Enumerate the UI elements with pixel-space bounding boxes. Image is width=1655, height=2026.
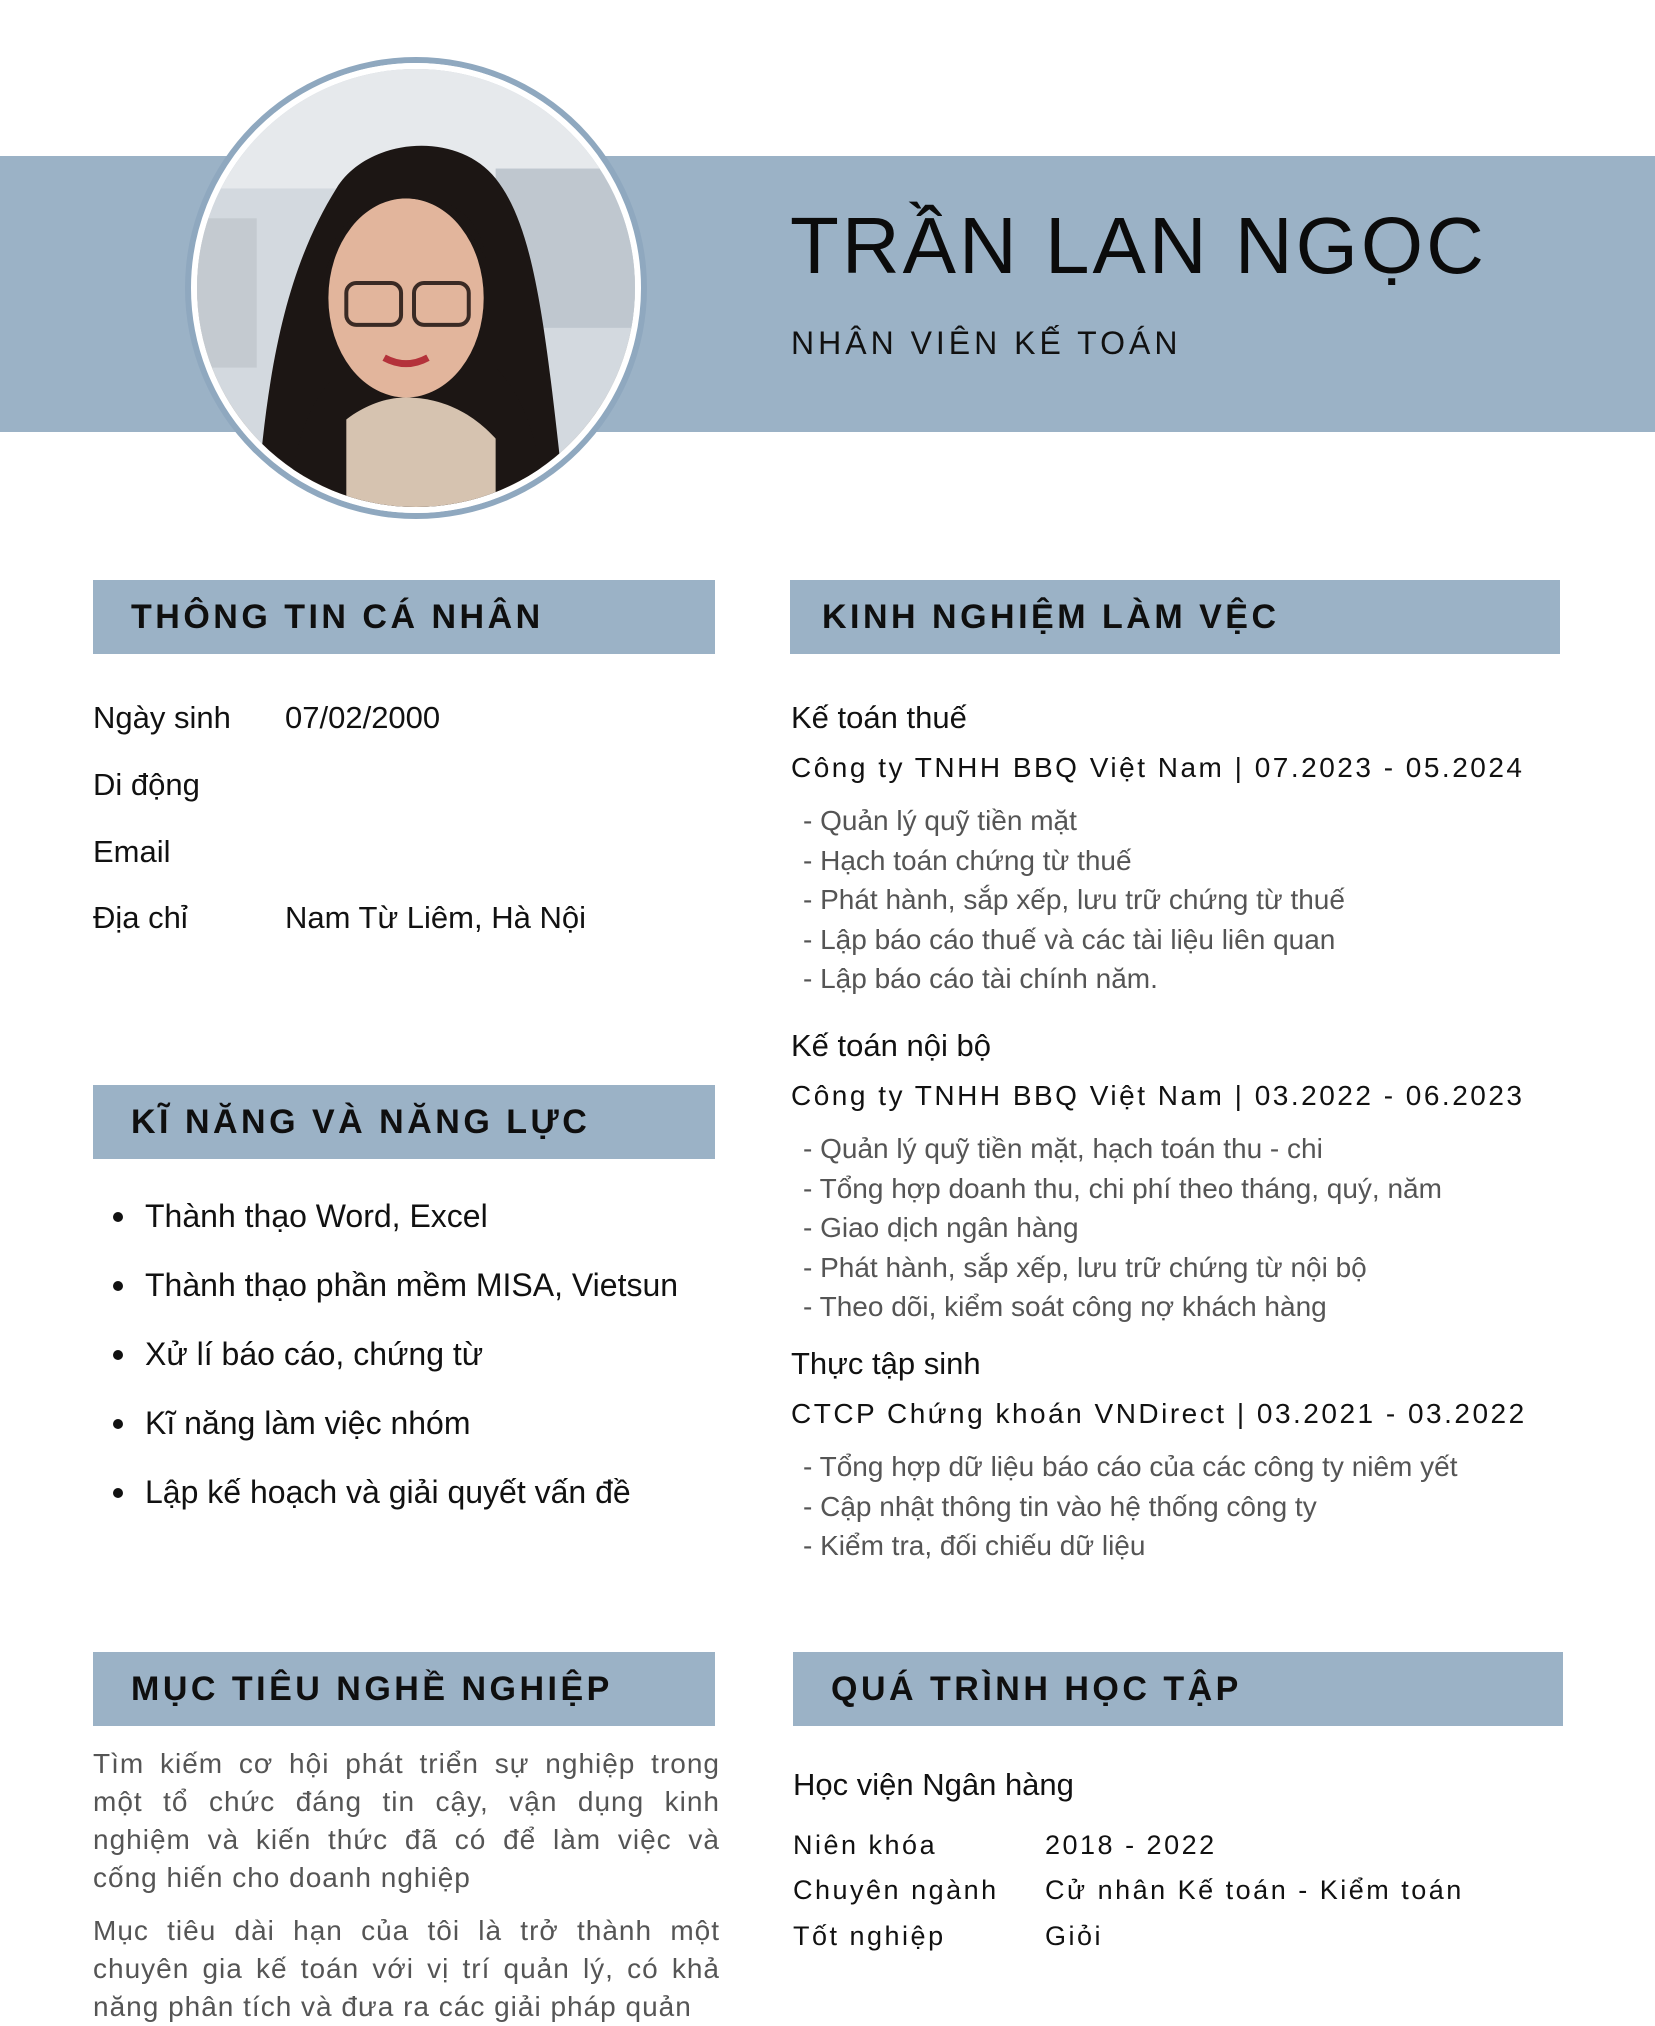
- experience-company: CTCP Chứng khoán VNDirect | 03.2021 - 03.2022: [791, 1398, 1527, 1429]
- section-header-personal-info: THÔNG TIN CÁ NHÂN: [93, 580, 715, 654]
- skill-item: Lập kế hoạch và giải quyết vấn đề: [93, 1472, 733, 1541]
- education-value: 2018 - 2022: [1045, 1830, 1217, 1860]
- experience-duties: [791, 801, 1591, 999]
- info-label: Địa chỉ: [93, 900, 188, 935]
- skill-item: Kĩ năng làm việc nhóm: [93, 1403, 733, 1472]
- experience-title: Kế toán nội bộ: [791, 1028, 991, 1063]
- info-label: Ngày sinh: [93, 700, 231, 735]
- education-school: Học viện Ngân hàng: [793, 1767, 1074, 1802]
- education-label: Tốt nghiệp: [793, 1921, 946, 1951]
- duty-item: - Quản lý quỹ tiền mặt: [803, 805, 1077, 836]
- profile-photo: [191, 63, 641, 513]
- objective-paragraph: Tìm kiếm cơ hội phát triển sự nghiệp trong một tổ chức đáng tin cậy, vận dụng kinh nghiệm và kiến thức đã có để làm việc và cống hiến cho doanh nghiệp: [93, 1748, 720, 1893]
- section-header-objective: MỤC TIÊU NGHỀ NGHIỆP: [93, 1652, 715, 1726]
- objective-paragraph: Mục tiêu dài hạn của tôi là trở thành một chuyên gia kế toán với vị trí quản lý, có khả năng phân tích và đưa ra các giải pháp quản: [93, 1915, 720, 2022]
- job-title: NHÂN VIÊN KẾ TOÁN: [791, 325, 1182, 361]
- experience-duties: [791, 1129, 1591, 1327]
- duty-item: - Theo dõi, kiểm soát công nợ khách hàng: [803, 1291, 1327, 1323]
- info-label: Email: [93, 834, 171, 869]
- info-value: 07/02/2000: [285, 700, 441, 735]
- experience-duties: [791, 1447, 1591, 1566]
- duty-item: - Hạch toán chứng từ thuế: [803, 844, 1132, 876]
- info-label: Di động: [93, 767, 200, 802]
- education-label: Niên khóa: [793, 1830, 938, 1860]
- duty-item: - Lập báo cáo tài chính năm.: [803, 963, 1158, 995]
- skill-item: Thành thạo Word, Excel: [93, 1196, 733, 1265]
- experience-title: Kế toán thuế: [791, 700, 967, 735]
- experience-company: Công ty TNHH BBQ Việt Nam | 03.2022 - 06.2023: [791, 1080, 1525, 1111]
- skill-item: Thành thạo phần mềm MISA, Vietsun: [93, 1265, 733, 1334]
- duty-item: - Kiểm tra, đối chiếu dữ liệu: [803, 1530, 1146, 1562]
- skills-list: [93, 1196, 733, 1541]
- education-value: Cử nhân Kế toán - Kiểm toán: [1045, 1875, 1464, 1905]
- duty-item: - Tổng hợp dữ liệu báo cáo của các công ty niêm yết: [803, 1451, 1458, 1482]
- duty-item: - Phát hành, sắp xếp, lưu trữ chứng từ nội bộ: [803, 1251, 1367, 1283]
- skill-item: Xử lí báo cáo, chứng từ: [93, 1334, 733, 1403]
- experience-title: Thực tập sinh: [791, 1346, 981, 1381]
- experience-entry: [791, 1344, 1591, 1566]
- section-header-education: QUÁ TRÌNH HỌC TẬP: [793, 1652, 1563, 1726]
- duty-item: - Quản lý quỹ tiền mặt, hạch toán thu - chi: [803, 1133, 1323, 1164]
- candidate-name: TRẦN LAN NGỌC: [790, 201, 1487, 290]
- experience-entry: [791, 698, 1591, 999]
- duty-item: - Giao dịch ngân hàng: [803, 1212, 1079, 1244]
- duty-item: - Phát hành, sắp xếp, lưu trữ chứng từ thuế: [803, 884, 1345, 916]
- experience-company: Công ty TNHH BBQ Việt Nam | 07.2023 - 05.2024: [791, 752, 1525, 783]
- duty-item: - Tổng hợp doanh thu, chi phí theo tháng, quý, năm: [803, 1172, 1442, 1204]
- section-header-experience: KINH NGHIỆM LÀM VỆC: [790, 580, 1560, 654]
- duty-item: - Lập báo cáo thuế và các tài liệu liên quan: [803, 923, 1336, 955]
- duty-item: - Cập nhật thông tin vào hệ thống công ty: [803, 1490, 1317, 1522]
- education-value: Giỏi: [1045, 1921, 1104, 1951]
- info-value: Nam Từ Liêm, Hà Nội: [285, 900, 586, 935]
- experience-entry: [791, 1026, 1591, 1327]
- section-header-skills: KĨ NĂNG VÀ NĂNG LỰC: [93, 1085, 715, 1159]
- education-label: Chuyên ngành: [793, 1875, 999, 1905]
